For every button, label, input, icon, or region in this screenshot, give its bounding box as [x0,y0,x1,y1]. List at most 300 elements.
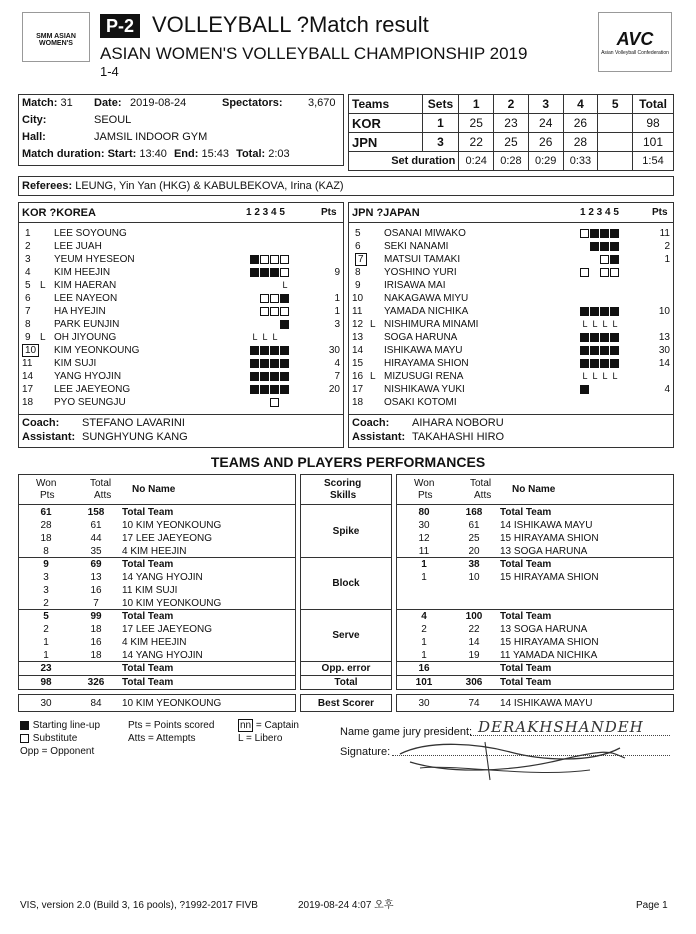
empty-square [580,242,589,251]
spectators-value: 3,670 [308,97,336,109]
legend-pts: Pts = Points scored [128,720,215,731]
coach-label: Coach: [352,417,390,429]
player-name: LEE JAEYEONG [54,384,131,395]
player-row [22,396,340,409]
player-row [22,357,340,370]
footer-printed: 2019-08-24 4:07 오후 [298,900,394,911]
starting-square [600,359,609,368]
starting-square [600,307,609,316]
divider [396,675,674,676]
jpn-player-name: Total Team [500,559,552,570]
set-duration-row [349,152,674,171]
score-sets: 3 [422,133,459,152]
set-participation [580,253,620,266]
kor-row-label: Total Team [122,677,174,688]
hall-value: JAMSIL INDOOR GYM [94,131,208,143]
player-number: 13 [352,332,364,343]
player-row [22,253,340,266]
player-number: 17 [352,384,364,395]
player-row [22,383,340,396]
set-participation [580,331,620,344]
starting-square [260,268,269,277]
player-points: 10 [658,306,670,317]
performance-title: TEAMS AND PLAYERS PERFORMANCES [210,454,486,470]
empty-square [610,385,619,394]
libero-set-mark: L [592,319,598,329]
player-row [352,253,670,266]
player-name: HIRAYAMA SHION [384,358,469,369]
player-number: 5 [25,280,31,291]
substitute-square [600,255,609,264]
start-label: Start: [107,148,137,160]
player-row [352,279,670,292]
player-number: 2 [25,241,31,252]
player-number: 6 [355,241,361,252]
row-skill-label: Opp. error [321,663,371,674]
substitute-square [610,268,619,277]
player-number: 5 [355,228,361,239]
starting-square [250,385,259,394]
set-participation [250,266,290,279]
player-row [22,318,340,331]
player-name: YAMADA NICHIKA [384,306,469,317]
player-name: LEE JUAH [54,241,102,252]
player-number: 1 [25,228,31,239]
starting-square [250,359,259,368]
jpn-atts-value: 25 [468,533,480,544]
starting-square [610,242,619,251]
substitute-square [600,268,609,277]
jpn-won-value: 4 [421,611,427,622]
starting-square [280,372,289,381]
libero-set-mark: L [252,332,258,342]
jpn-total-header: Total [470,478,492,489]
player-points: 7 [334,371,340,382]
set-participation [580,370,620,383]
set-duration-5 [598,152,633,171]
jpn-atts-value: 10 [468,572,480,583]
jpn-player-name: 15 HIRAYAMA SHION [500,637,599,648]
empty-square [270,320,279,329]
player-row [352,331,670,344]
player-row [22,279,340,292]
match-label: Match: [22,97,58,109]
kor-atts-value: 99 [90,611,102,622]
player-number: 4 [25,267,31,278]
player-row [352,292,670,305]
player-number: 6 [25,293,31,304]
jpn-won-value: 1 [421,559,427,570]
libero-set-mark: L [592,371,598,381]
hall-label: Hall: [22,131,46,143]
jpn-player-name: Total Team [500,507,552,518]
divider [18,675,296,676]
kor-won-value: 23 [40,663,52,674]
starting-square [580,333,589,342]
kor-atts-value: 158 [87,507,105,518]
legend-2 [128,720,214,746]
set-duration-4: 0:33 [563,152,598,171]
player-row [352,370,670,383]
kor-best-name: 10 KIM YEONKOUNG [122,698,222,709]
score-set5 [598,133,633,152]
substitute-swatch [20,734,29,743]
player-name: LEE NAYEON [54,293,118,304]
player-row [22,305,340,318]
player-name: NISHIKAWA YUKI [384,384,465,395]
row-skill-label: Total [334,677,358,688]
signature-label: Signature: [340,746,391,758]
kor-atts-value: 16 [90,585,102,596]
player-name: NAKAGAWA MIYU [384,293,469,304]
set-participation [580,357,620,370]
player-row [352,383,670,396]
player-row [22,344,340,357]
player-name: KIM HAERAN [54,280,117,291]
player-number: 8 [25,319,31,330]
player-row [352,266,670,279]
best-scorer-label: Best Scorer [317,698,375,709]
set-duration-3: 0:29 [528,152,563,171]
player-row [22,292,340,305]
player-name: YEUM HYESEON [54,254,135,265]
empty-square [280,398,289,407]
score-table [348,94,674,171]
city-label: City: [22,114,47,126]
player-name: KIM HEEJIN [54,267,111,278]
divider [300,661,392,662]
player-name: IRISAWA MAI [384,280,446,291]
president-name: DERAKHSHANDEH [478,718,644,736]
starting-square [250,255,259,264]
player-points: 9 [334,267,340,278]
player-points: 14 [658,358,670,369]
jpn-atts-value: 61 [468,520,480,531]
kor-team-title: KOR ?KOREA [22,207,96,219]
player-number: 7 [25,306,31,317]
divider [18,504,296,505]
set-participation [580,266,620,279]
starting-square [250,346,259,355]
score-total: 98 [633,114,674,133]
starting-square [260,372,269,381]
player-number: 18 [352,397,364,408]
set-participation [250,292,290,305]
divider [18,609,296,610]
libero-mark: L [40,332,46,343]
jpn-won-value: 1 [421,572,427,583]
kor-won-value: 61 [40,507,52,518]
starting-square [590,346,599,355]
empty-square [250,320,259,329]
player-name: KIM YEONKOUNG [54,345,140,356]
player-name: OSANAI MIWAKO [384,228,466,239]
divider [396,661,674,662]
jpn-best-atts: 74 [468,698,480,709]
starting-square [600,333,609,342]
legend-starting: Starting line-up [32,720,101,731]
jpn-won-value: 12 [418,533,430,544]
libero-set-mark: L [262,332,268,342]
end-time: 15:43 [201,148,229,160]
jpn-row-label: Total Team [500,663,552,674]
score-header-set1: 1 [459,95,494,114]
libero-set-mark: L [602,319,608,329]
match-info [22,97,342,165]
divider [18,661,296,662]
set-participation [250,396,290,409]
starting-lineup-swatch [20,721,29,730]
player-name: YANG HYOJIN [54,371,122,382]
starting-square [250,268,259,277]
jpn-won-value: 16 [418,663,430,674]
score-set4: 26 [563,114,598,133]
referees-label: Referees: [22,180,73,192]
substitute-square [580,229,589,238]
starting-square [600,229,609,238]
player-row [22,370,340,383]
kor-atts-value: 35 [90,546,102,557]
player-name: SEKI NANAMI [384,241,449,252]
jpn-atts-value: 168 [465,507,483,518]
match-date: 2019-08-24 [130,97,187,109]
kor-won-value: 98 [40,677,52,688]
empty-square [260,320,269,329]
libero-set-mark: L [612,371,618,381]
jpn-best-won: 30 [418,698,430,709]
jpn-atts-value: 14 [468,637,480,648]
set-participation [580,227,620,240]
kor-player-name: 10 KIM YEONKOUNG [122,520,222,531]
kor-pts-header: Pts [40,490,55,501]
set-participation [580,240,620,253]
set-participation [580,318,620,331]
empty-square [280,333,289,342]
kor-pts-header: Pts [321,207,337,218]
president-label: Name game jury president: [340,726,473,738]
player-row [352,318,670,331]
player-name: MATSUI TAMAKI [384,254,461,265]
empty-square [600,385,609,394]
set-duration-1: 0:24 [459,152,494,171]
player-number: 7 [355,253,367,266]
referees-line [22,180,344,193]
avc-logo-text: AVC [616,29,654,49]
player-name: ISHIKAWA MAYU [384,345,463,356]
kor-assistant [22,431,188,444]
legend-opponent: Opp = Opponent [20,746,95,757]
starting-square [270,359,279,368]
kor-player-name: 17 LEE JAEYEONG [122,624,213,635]
score-team: KOR [349,114,423,133]
footer-page: Page 1 [636,900,668,911]
starting-square [590,333,599,342]
kor-player-name: 4 KIM HEEJIN [122,546,187,557]
kor-won-value: 2 [43,598,49,609]
score-header-set5: 5 [598,95,633,114]
player-points: 2 [664,241,670,252]
jpn-atts-value: 306 [465,677,483,688]
player-row [352,240,670,253]
kor-set-header: 1 2 3 4 5 [246,207,285,218]
set-participation [250,253,290,266]
set-participation [580,305,620,318]
kor-atts-value: 69 [90,559,102,570]
skill-label: Block [332,578,360,589]
player-row [22,240,340,253]
starting-square [280,346,289,355]
avc-logo-subtext: Asian Volleyball Confederation [601,50,669,56]
divider [300,504,392,505]
legend-libero: L = Libero [238,733,283,744]
libero-mark: L [40,280,46,291]
substitute-square [270,255,279,264]
skill-label: Serve [332,630,360,641]
kor-atts-value: 16 [90,637,102,648]
jpn-atts-value: 38 [468,559,480,570]
kor-player-name: Total Team [122,611,174,622]
player-name: SOGA HARUNA [384,332,458,343]
player-number: 8 [355,267,361,278]
tournament-logo [22,12,90,62]
kor-won-value: 5 [43,611,49,622]
jpn-set-header: 1 2 3 4 5 [580,207,619,218]
player-row [352,357,670,370]
libero-set-mark: L [582,371,588,381]
score-set3: 24 [528,114,563,133]
jpn-won-value: 30 [418,520,430,531]
score-set2: 25 [494,133,529,152]
starting-square [610,229,619,238]
avc-logo [598,12,672,72]
kor-won-value: 18 [40,533,52,544]
libero-set-mark: L [282,280,288,290]
match-number: 31 [60,97,73,109]
kor-row-label: Total Team [122,663,174,674]
score-header-set2: 2 [494,95,529,114]
substitute-square [280,268,289,277]
jpn-won-header: Won [414,478,435,489]
player-number: 14 [352,345,364,356]
starting-square [260,346,269,355]
starting-square [590,229,599,238]
jpn-atts-header: Atts [474,490,492,501]
player-points: 1 [334,306,340,317]
kor-won-value: 8 [43,546,49,557]
set-participation [250,370,290,383]
jpn-won-value: 80 [418,507,430,518]
score-sets: 1 [422,114,459,133]
starting-square [260,359,269,368]
player-number: 16 [352,371,364,382]
substitute-square [260,294,269,303]
divider [18,557,296,558]
player-name: LEE SOYOUNG [54,228,127,239]
kor-player-name: 11 KIM SUJI [122,585,178,596]
kor-atts-value: 7 [93,598,99,609]
total-time: 2:03 [268,148,290,160]
player-name: PYO SEUNGJU [54,397,126,408]
legend [20,720,100,759]
end-label: End: [173,148,199,160]
starting-square [610,333,619,342]
kor-won-value: 2 [43,624,49,635]
jpn-pts-header: Pts [652,207,668,218]
jpn-atts-value: 19 [468,650,480,661]
player-number: 17 [22,384,34,395]
player-name: HA HYEJIN [54,306,106,317]
player-number: 11 [352,306,363,317]
set-participation [250,279,290,292]
libero-set-mark: L [582,319,588,329]
divider [396,609,674,610]
set-participation [250,318,290,331]
score-header-teams: Teams [349,95,423,114]
substitute-square [580,268,589,277]
empty-square [250,294,259,303]
set-duration-label: Set duration [349,152,459,171]
kor-atts-value: 61 [90,520,102,531]
empty-square [250,398,259,407]
jpn-coach [352,417,504,430]
coach-name: AIHARA NOBORU [412,417,504,429]
starting-square [580,307,589,316]
scoring-header: Scoring [324,478,362,489]
substitute-square [280,307,289,316]
jpn-won-value: 101 [415,677,433,688]
player-name: OH JIYOUNG [54,332,117,343]
kor-atts-value: 326 [87,677,105,688]
assistant-name: SUNGHYUNG KANG [82,431,188,443]
kor-player-name: 14 YANG HYOJIN [122,572,203,583]
player-points: 4 [334,358,340,369]
jpn-noname-header: No Name [512,484,556,495]
score-header-total: Total [633,95,674,114]
kor-player-name: 4 KIM HEEJIN [122,637,187,648]
starting-square [280,294,289,303]
divider [300,557,392,558]
score-set1: 25 [459,114,494,133]
player-number: 12 [352,319,364,330]
starting-square [600,242,609,251]
player-number: 10 [22,344,39,357]
libero-mark: L [370,319,376,330]
coach-name: STEFANO LAVARINI [82,417,185,429]
divider [396,504,674,505]
player-points: 30 [658,345,670,356]
starting-square [590,242,599,251]
page-badge: P-2 [100,14,140,38]
starting-square [580,359,589,368]
substitute-square [270,398,279,407]
player-number: 18 [22,397,34,408]
kor-player-name: Total Team [122,559,174,570]
kor-won-value: 1 [43,637,49,648]
player-name: OSAKI KOTOMI [384,397,457,408]
legend-captain: = Captain [255,720,299,731]
player-number: 11 [22,358,33,369]
duration-label: Match duration: [22,148,105,160]
score-header-set3: 3 [528,95,563,114]
starting-square [610,307,619,316]
player-points: 11 [659,228,670,239]
libero-set-mark: L [612,319,618,329]
starting-square [260,385,269,394]
set-participation [580,383,620,396]
player-points: 30 [328,345,340,356]
divider [396,557,674,558]
kor-atts-value: 18 [90,650,102,661]
